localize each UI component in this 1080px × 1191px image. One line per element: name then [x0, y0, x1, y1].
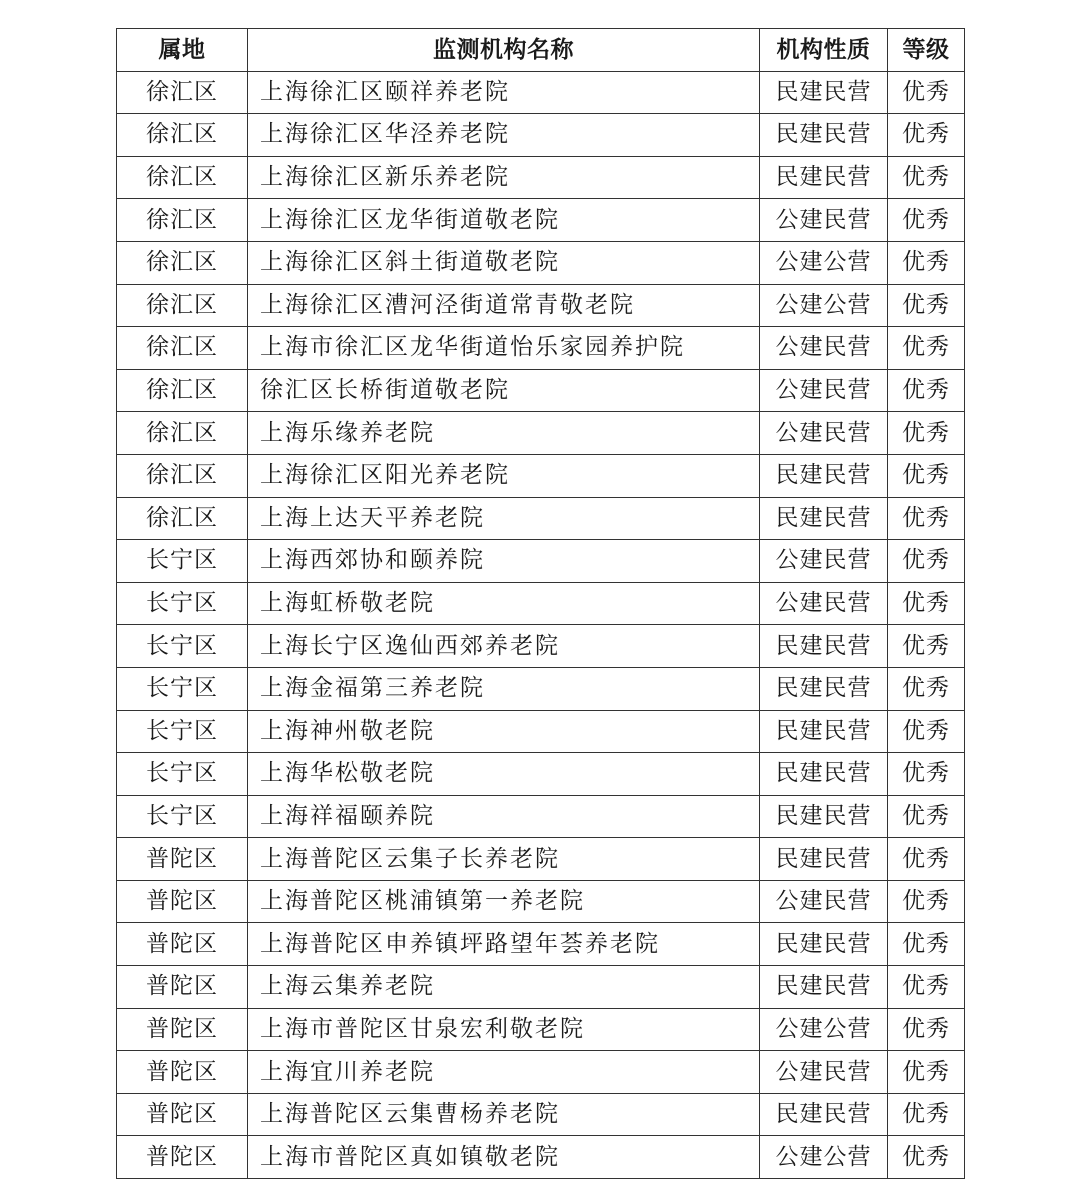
header-row [117, 29, 965, 72]
cell-grade: 优秀 [888, 454, 965, 497]
cell-grade: 优秀 [888, 582, 965, 625]
cell-grade: 优秀 [888, 1136, 965, 1179]
table-row [117, 923, 965, 966]
cell-grade: 优秀 [888, 667, 965, 710]
cell-institution-name: 上海华松敬老院 [248, 753, 760, 796]
table-row [117, 497, 965, 540]
cell-grade: 优秀 [888, 540, 965, 583]
institution-table-container [116, 28, 964, 1179]
table-row [117, 540, 965, 583]
cell-institution-name: 上海市普陀区甘泉宏利敬老院 [248, 1008, 760, 1051]
cell-area: 徐汇区 [117, 454, 248, 497]
cell-nature: 公建公营 [760, 241, 888, 284]
cell-institution-name: 上海上达天平养老院 [248, 497, 760, 540]
cell-area: 普陀区 [117, 880, 248, 923]
header-nature: 机构性质 [760, 29, 888, 72]
table-row [117, 454, 965, 497]
cell-area: 普陀区 [117, 838, 248, 881]
table-row [117, 327, 965, 370]
cell-grade: 优秀 [888, 1093, 965, 1136]
cell-grade: 优秀 [888, 412, 965, 455]
cell-grade: 优秀 [888, 1051, 965, 1094]
cell-nature: 公建公营 [760, 284, 888, 327]
cell-grade: 优秀 [888, 327, 965, 370]
cell-institution-name: 上海宜川养老院 [248, 1051, 760, 1094]
cell-nature: 民建民营 [760, 923, 888, 966]
cell-institution-name: 上海市普陀区真如镇敬老院 [248, 1136, 760, 1179]
cell-grade: 优秀 [888, 1008, 965, 1051]
table-row [117, 966, 965, 1009]
cell-institution-name: 上海金福第三养老院 [248, 667, 760, 710]
cell-nature: 民建民营 [760, 156, 888, 199]
table-row [117, 1051, 965, 1094]
cell-area: 徐汇区 [117, 241, 248, 284]
cell-grade: 优秀 [888, 710, 965, 753]
cell-nature: 民建民营 [760, 454, 888, 497]
cell-area: 长宁区 [117, 582, 248, 625]
table-row [117, 1008, 965, 1051]
cell-institution-name: 上海徐汇区新乐养老院 [248, 156, 760, 199]
cell-nature: 民建民营 [760, 71, 888, 114]
table-row [117, 1136, 965, 1179]
cell-nature: 公建民营 [760, 540, 888, 583]
table-row [117, 667, 965, 710]
cell-institution-name: 上海普陀区申养镇坪路望年荟养老院 [248, 923, 760, 966]
cell-area: 徐汇区 [117, 71, 248, 114]
cell-area: 长宁区 [117, 753, 248, 796]
header-grade: 等级 [888, 29, 965, 72]
cell-grade: 优秀 [888, 880, 965, 923]
cell-institution-name: 上海普陀区云集子长养老院 [248, 838, 760, 881]
table-header [117, 29, 965, 72]
cell-area: 徐汇区 [117, 369, 248, 412]
cell-nature: 民建民营 [760, 795, 888, 838]
cell-nature: 公建民营 [760, 369, 888, 412]
cell-nature: 公建公营 [760, 1008, 888, 1051]
cell-institution-name: 上海普陀区桃浦镇第一养老院 [248, 880, 760, 923]
table-row [117, 838, 965, 881]
cell-grade: 优秀 [888, 795, 965, 838]
cell-nature: 公建民营 [760, 327, 888, 370]
cell-area: 徐汇区 [117, 412, 248, 455]
cell-area: 徐汇区 [117, 199, 248, 242]
cell-institution-name: 上海云集养老院 [248, 966, 760, 1009]
cell-area: 徐汇区 [117, 327, 248, 370]
table-body [117, 71, 965, 1178]
cell-nature: 民建民营 [760, 838, 888, 881]
cell-area: 徐汇区 [117, 284, 248, 327]
cell-area: 普陀区 [117, 1093, 248, 1136]
table-row [117, 880, 965, 923]
cell-grade: 优秀 [888, 199, 965, 242]
cell-grade: 优秀 [888, 284, 965, 327]
cell-institution-name: 上海徐汇区华泾养老院 [248, 114, 760, 157]
cell-nature: 公建民营 [760, 880, 888, 923]
cell-area: 普陀区 [117, 966, 248, 1009]
cell-grade: 优秀 [888, 753, 965, 796]
cell-institution-name: 上海徐汇区漕河泾街道常青敬老院 [248, 284, 760, 327]
cell-nature: 公建公营 [760, 1136, 888, 1179]
table-row [117, 241, 965, 284]
cell-institution-name: 上海虹桥敬老院 [248, 582, 760, 625]
cell-area: 长宁区 [117, 540, 248, 583]
cell-grade: 优秀 [888, 838, 965, 881]
cell-area: 长宁区 [117, 625, 248, 668]
cell-area: 长宁区 [117, 795, 248, 838]
header-area: 属地 [117, 29, 248, 72]
cell-area: 徐汇区 [117, 497, 248, 540]
cell-area: 普陀区 [117, 1136, 248, 1179]
header-name: 监测机构名称 [248, 29, 760, 72]
cell-nature: 民建民营 [760, 667, 888, 710]
cell-area: 徐汇区 [117, 114, 248, 157]
cell-nature: 民建民营 [760, 966, 888, 1009]
cell-nature: 公建民营 [760, 582, 888, 625]
cell-nature: 民建民营 [760, 710, 888, 753]
table-row [117, 369, 965, 412]
cell-grade: 优秀 [888, 71, 965, 114]
cell-institution-name: 上海祥福颐养院 [248, 795, 760, 838]
cell-area: 普陀区 [117, 1051, 248, 1094]
table-row [117, 412, 965, 455]
cell-grade: 优秀 [888, 241, 965, 284]
cell-institution-name: 上海徐汇区斜土街道敬老院 [248, 241, 760, 284]
table-row [117, 114, 965, 157]
cell-area: 徐汇区 [117, 156, 248, 199]
cell-nature: 民建民营 [760, 497, 888, 540]
cell-grade: 优秀 [888, 497, 965, 540]
table-row [117, 795, 965, 838]
cell-institution-name: 上海徐汇区阳光养老院 [248, 454, 760, 497]
cell-grade: 优秀 [888, 625, 965, 668]
cell-nature: 民建民营 [760, 753, 888, 796]
cell-grade: 优秀 [888, 923, 965, 966]
cell-nature: 公建民营 [760, 1051, 888, 1094]
cell-area: 普陀区 [117, 923, 248, 966]
cell-area: 普陀区 [117, 1008, 248, 1051]
cell-nature: 民建民营 [760, 1093, 888, 1136]
table-row [117, 625, 965, 668]
table-row [117, 71, 965, 114]
table-row [117, 156, 965, 199]
table-row [117, 753, 965, 796]
table-row [117, 199, 965, 242]
cell-nature: 民建民营 [760, 114, 888, 157]
cell-nature: 公建民营 [760, 199, 888, 242]
cell-institution-name: 徐汇区长桥街道敬老院 [248, 369, 760, 412]
cell-institution-name: 上海长宁区逸仙西郊养老院 [248, 625, 760, 668]
cell-institution-name: 上海乐缘养老院 [248, 412, 760, 455]
cell-nature: 民建民营 [760, 625, 888, 668]
cell-institution-name: 上海徐汇区颐祥养老院 [248, 71, 760, 114]
cell-institution-name: 上海神州敬老院 [248, 710, 760, 753]
cell-institution-name: 上海普陀区云集曹杨养老院 [248, 1093, 760, 1136]
cell-nature: 公建民营 [760, 412, 888, 455]
cell-institution-name: 上海市徐汇区龙华街道怡乐家园养护院 [248, 327, 760, 370]
cell-area: 长宁区 [117, 667, 248, 710]
table-row [117, 710, 965, 753]
cell-grade: 优秀 [888, 114, 965, 157]
cell-area: 长宁区 [117, 710, 248, 753]
cell-institution-name: 上海徐汇区龙华街道敬老院 [248, 199, 760, 242]
institution-table [116, 28, 965, 1179]
table-row [117, 1093, 965, 1136]
cell-grade: 优秀 [888, 156, 965, 199]
cell-institution-name: 上海西郊协和颐养院 [248, 540, 760, 583]
cell-grade: 优秀 [888, 369, 965, 412]
table-row [117, 284, 965, 327]
table-row [117, 582, 965, 625]
cell-grade: 优秀 [888, 966, 965, 1009]
